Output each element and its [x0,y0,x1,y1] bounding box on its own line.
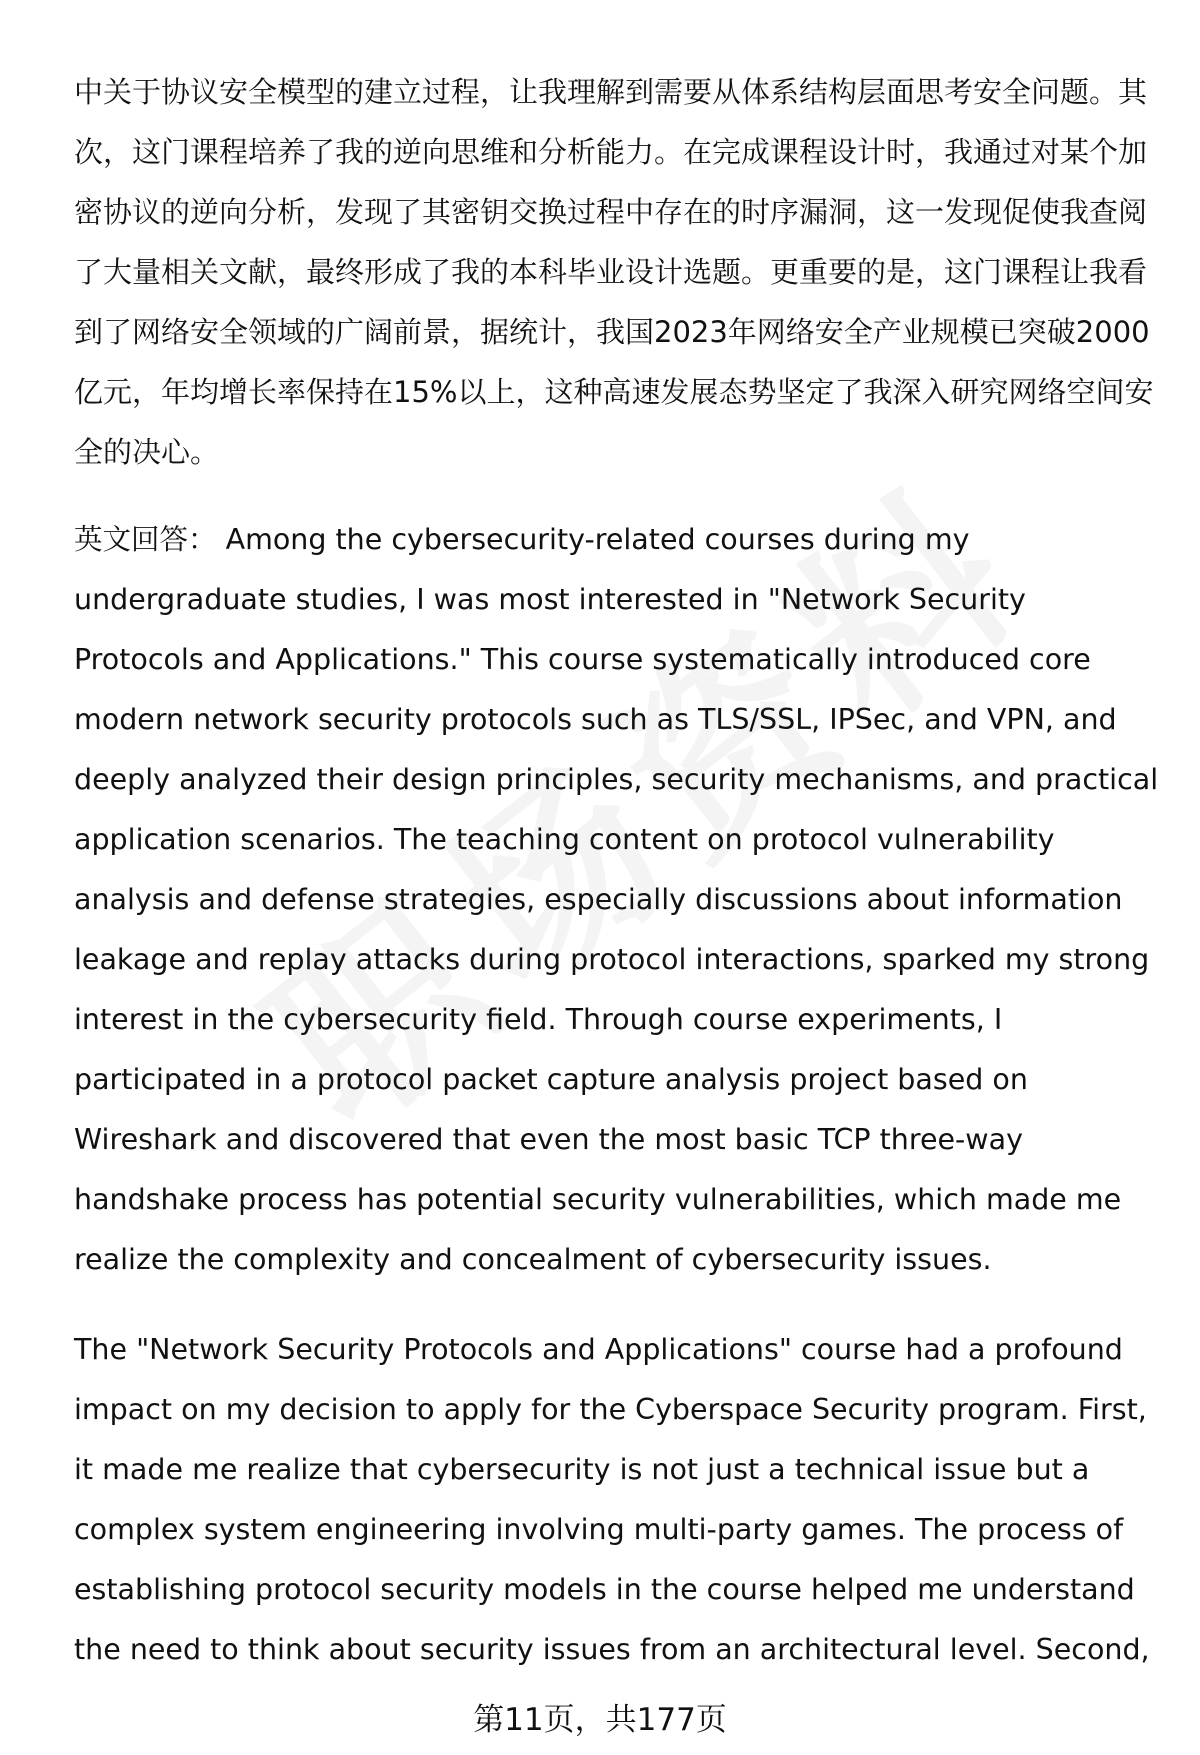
english-answer-paragraph [74,510,1164,1290]
chinese-paragraph: 中关于协议安全模型的建立过程，让我理解到需要从体系结构层面思考安全问题。其次，这门课程培养了我的逆向思维和分析能力。在完成课程设计时，我通过对某个加密协议的逆向分析，发现了其密钥交换过程中存在的时序漏洞，这一发现促使我查阅了大量相关文献，最终形成了我的本科毕业设计选题。更重要的是，这门课程让我看到了网络安全领域的广阔前景，据统计，我国2023年网络安全产业规模已突破2000亿元，年均增长率保持在15%以上，这种高速发展态势坚定了我深入研究网络空间安全的决心。 [74,75,1154,469]
english-answer-paragraph-2: The "Network Security Protocols and Applications" course had a profound impact on my decision to apply for the Cyberspace Security program. First, it made me realize that cybersecurity is not just a technical issue but a complex system engineering involving multi-party games. The process of establishing protocol security models in the course helped me understand the need to think about security issues from an architectural level. Second, [74,1333,1150,1666]
page-number: 第11页，共177页 [473,1702,727,1738]
english-answer-label: 英文回答： [74,523,217,556]
english-answer-text: Among the cybersecurity-related courses during my undergraduate studies, I was most interested in "Network Security Protocols and Applications." This course systematically introduced core modern network security protocols such as TLS/SSL, IPSec, and VPN, and deeply analyzed their design principles, security mechanisms, and practical application scenarios. The teaching content on protocol vulnerability analysis and defense strategies, especially discussions about information leakage and replay attacks during protocol interactions, sparked my strong interest in the cybersecurity field. Through course experiments, I participated in a protocol packet capture analysis project based on Wireshark and discovered that even the most basic TCP three-way handshake process has potential security vulnerabilities, which made me realize the complexity and concealment of cybersecurity issues. [74,523,1159,1276]
document-page [74,62,1164,1680]
